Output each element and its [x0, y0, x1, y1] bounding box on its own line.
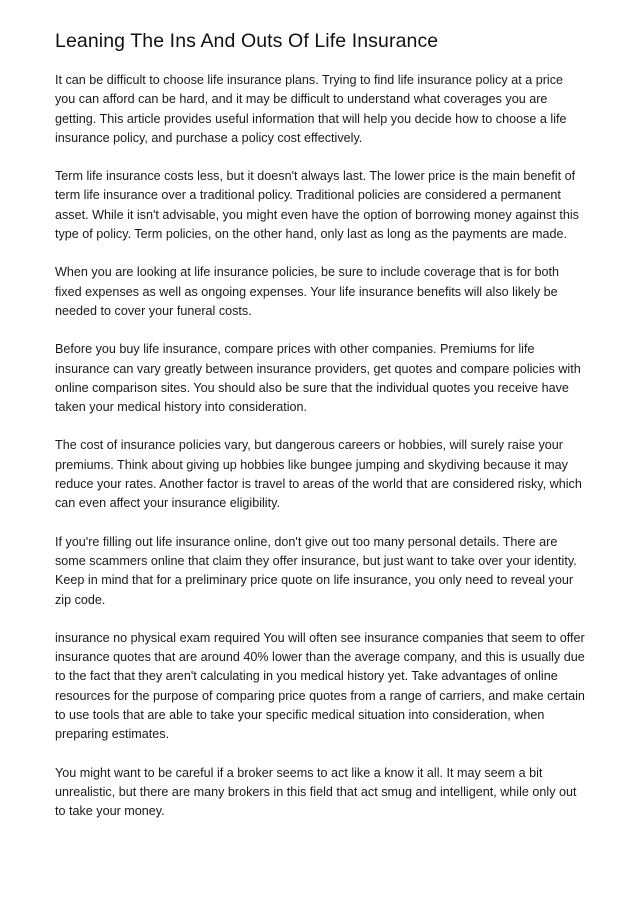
paragraph: The cost of insurance policies vary, but dangerous careers or hobbies, will surely raise your premiums. Think about giving up hobbies like bungee jumping and skydiving because it may reduce your rates. Another factor is travel to areas of the world that are considered risky, which can even affect your insurance eligibility. [55, 438, 582, 511]
paragraph: insurance no physical exam required You will often see insurance companies that seem to offer insurance quotes that are around 40% lower than the average company, and this is usually due to the fact that they aren't calculating in you medical history yet. Take advantages of online resources for the purpose of comparing price quotes from a range of carriers, and make certain to use tools that are able to take your specific medical situation into consideration, when preparing estimates. [55, 630, 585, 742]
paragraph: Before you buy life insurance, compare prices with other companies. Premiums for life insurance can vary greatly between insurance providers, get quotes and compare policies with online comparison sites. You should also be sure that the individual quotes you receive have taken your medical history into consideration. [55, 342, 581, 415]
paragraph: When you are looking at life insurance policies, be sure to include coverage that is for both fixed expenses as well as ongoing expenses. Your life insurance benefits will also likely be needed to cover your funeral costs. [55, 265, 560, 318]
paragraph: It can be difficult to choose life insurance plans. Trying to find life insurance policy at a price you can afford can be hard, and it may be difficult to understand what coverages you are getting. This article provides useful information that will help you decide how to choose a life insurance policy, and purchase a policy cost effectively. [55, 73, 567, 145]
paragraph: Term life insurance costs less, but it doesn't always last. The lower price is the main benefit of term life insurance over a traditional policy. Traditional policies are considered a permanent asset. While it isn't advisable, you might even have the option of borrowing money against this type of policy. Term policies, on the other hand, only last as long as the payments are made. [55, 169, 579, 242]
document-title: Leaning The Ins And Outs Of Life Insurance [55, 30, 439, 52]
paragraph: You might want to be careful if a broker seems to act like a know it all. It may seem a bit unrealistic, but there are many brokers in this field that act smug and intelligent, while only out to take your money. [55, 765, 577, 819]
paragraph: If you're filling out life insurance online, don't give out too many personal details. There are some scammers online that claim they offer insurance, but just want to take over your identity. Keep in mind that for a preliminary price quote on life insurance, you only need to reveal your zip code. [55, 534, 577, 607]
document-page [55, 28, 585, 841]
